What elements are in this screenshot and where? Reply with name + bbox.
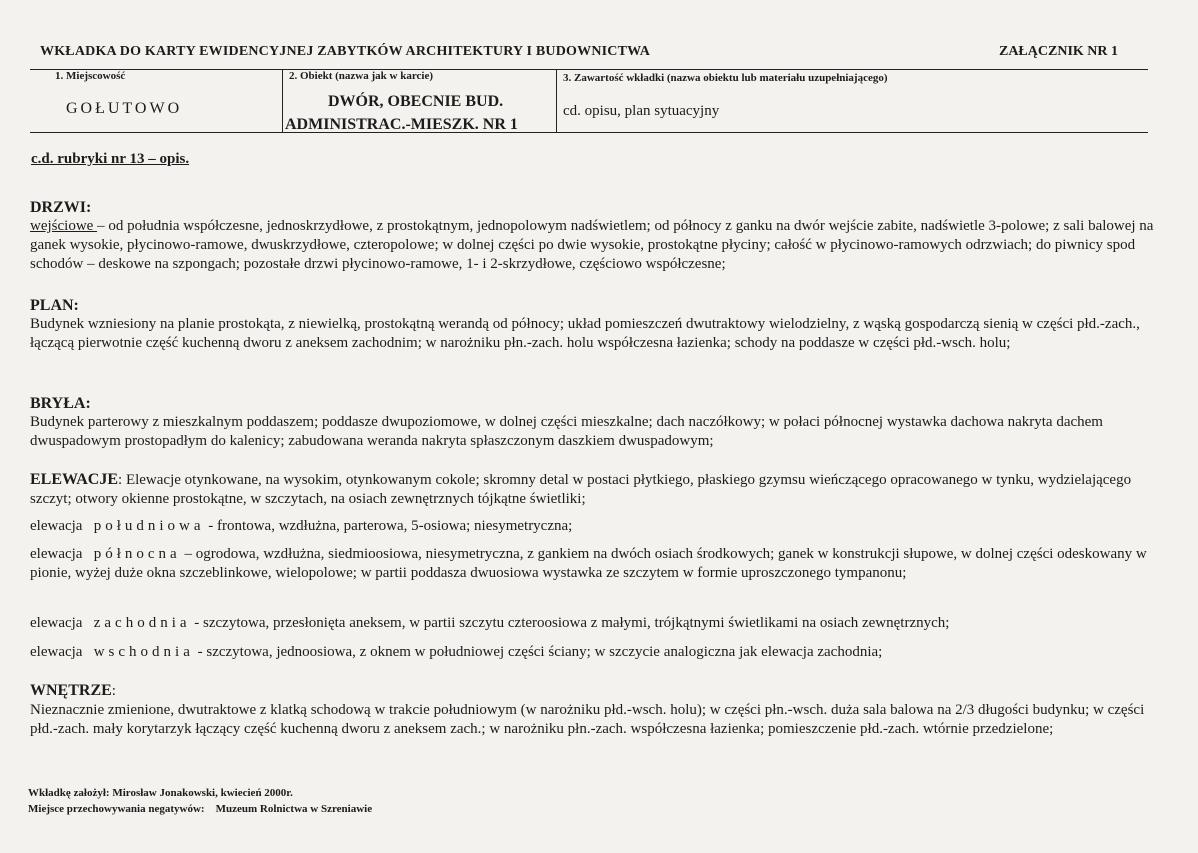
footer-author: Wkładkę założył: Mirosław Jonakowski, kwiecień 2000r. <box>28 787 293 799</box>
elev-west-prefix: elewacja <box>30 615 83 631</box>
elev-south-text: - frontowa, wzdłużna, parterowa, 5-osiowa; niesymetryczna; <box>204 518 573 534</box>
elev-east-prefix: elewacja <box>30 644 83 660</box>
continued-subheading <box>31 150 1171 169</box>
elev-north-prefix: elewacja <box>30 546 83 562</box>
elev-south-prefix: elewacja <box>30 518 83 534</box>
content-label: 3. Zawartość wkładki (nazwa obiektu lub materiału uzupełniającego) <box>563 72 888 84</box>
elevation-north <box>30 545 1170 583</box>
plan-title: PLAN: <box>30 297 79 314</box>
section-wnetrze <box>30 681 1170 739</box>
elevation-east <box>30 643 1170 662</box>
annex-number: ZAŁĄCZNIK NR 1 <box>998 44 1118 59</box>
subheading-text: c.d. rubryki nr 13 – opis. <box>31 151 190 167</box>
table-bottom-rule <box>30 132 1148 133</box>
drzwi-text: – od południa współczesne, jednoskrzydłowe, z prostokątnym, jednopolowym nadświetlem; od północy z ganku na dwór wejście zabite, nadświetle 3-polowe; z sali balowej na ganek wysokie, płycinowo-ramowe, dwuskrzydłowe, czteropolowe; w dolnej części po dwie wysokie, prostokątne płyciny; całość w płycinowo-ramowych odrzwiach; do piwnicy spod schodów – deskowe na szpongach; pozostałe drzwi płycinowo-ramowe, 1- i 2-skrzydłowe, częściowo współczesne; <box>30 218 1154 272</box>
elevation-west <box>30 614 1170 633</box>
wnetrze-title: WNĘTRZE <box>30 682 112 699</box>
section-elewacje <box>30 470 1170 509</box>
elev-east-text: - szczytowa, jednoosiowa, z oknem w południowej części ściany; w szczycie analogiczna jak elewacja zachodnia; <box>193 644 883 660</box>
negatives-value: Muzeum Rolnictwa w Szreniawie <box>215 803 373 815</box>
elev-north-name: północna <box>93 546 181 562</box>
elewacje-text: : Elewacje otynkowane, na wysokim, otynkowanym cokole; skromny detal w postaci płytkiego, płaskiego gzymsu wieńczącego opracowanego w tynku, wydzielającego szczyt; otwory okienne prostokątne, w szczytach, na osiach zewnętrznych tójkątne świetliki; <box>30 472 1132 507</box>
table-divider-1 <box>282 69 283 133</box>
content-value: cd. opisu, plan sytuacyjny <box>563 103 720 119</box>
wnetrze-colon: : <box>111 683 116 699</box>
elevation-south <box>30 517 1170 536</box>
section-bryla <box>30 394 1170 451</box>
drzwi-title: DRZWI: <box>30 199 92 216</box>
table-divider-2 <box>556 69 557 133</box>
elev-west-name: zachodnia <box>93 615 191 631</box>
bryla-title: BRYŁA: <box>30 395 91 412</box>
wnetrze-text: Nieznacznie zmienione, dwutraktowe z klatką schodową w trakcie południowym (w narożniku płd.-wsch. holu); w części płn.-wsch. duża sala balowa na 2/3 długości budynku; w części płd.-zach. mały korytarzyk łączący część kuchenną dworu z aneksem zach.; w narożniku płn.-zach. współczesna łazienka; pomieszczenie płd.-zach. wtórnie przedzielone; <box>30 702 1145 737</box>
section-drzwi <box>30 198 1170 274</box>
sheet-title: WKŁADKA DO KARTY EWIDENCYJNEJ ZABYTKÓW ARCHITEKTURY I BUDOWNICTWA <box>40 44 651 59</box>
plan-text: Budynek wzniesiony na planie prostokąta, z niewielką, prostokątną werandą od północy; układ pomieszczeń dwutraktowy wielodzielny, z wąską gospodarczą sienią w części płd.-zach., łączącą pierwotnie część kuchenną dworu z aneksem zachodnim; w narożniku płn.-zach. holu współczesna łazienka; schody na poddasze w części płd.-wsch. holu; <box>30 316 1140 351</box>
object-value-line1: DWÓR, OBECNIE BUD. <box>328 93 504 110</box>
drzwi-lead: wejściowe <box>30 218 98 234</box>
footer-negatives <box>28 803 372 815</box>
drzwi-paragraph <box>30 217 1170 274</box>
negatives-label: Miejsce przechowywania negatywów: <box>28 803 205 815</box>
elev-west-text: - szczytowa, przesłonięta aneksem, w partii szczytu czteroosiowa z małymi, trójkątnymi świetlikami na osiach zewnętrznych; <box>190 615 950 631</box>
locality-value: GOŁUTOWO <box>66 100 183 117</box>
elev-north-text: – ogrodowa, wzdłużna, siedmioosiowa, niesymetryczna, z gankiem na dwóch osiach środkowych; ganek w konstrukcji słupowe, w dolnej części odeskowany w pionie, wyżej duże okna szczeblinkowe, wielopolowe; w partii poddasza dwuosiowa wystawka ze szczytem w formie uproszczonego tympanonu; <box>30 546 1147 581</box>
elewacje-paragraph <box>30 470 1170 509</box>
elewacje-title: ELEWACJE <box>30 471 119 488</box>
section-plan <box>30 296 1170 353</box>
locality-label: 1. Miejscowość <box>55 70 126 82</box>
object-label: 2. Obiekt (nazwa jak w karcie) <box>289 70 434 82</box>
object-value-line2: ADMINISTRAC.-MIESZK. NR 1 <box>285 116 518 132</box>
table-top-rule <box>30 69 1148 70</box>
elev-south-name: południowa <box>93 518 205 534</box>
bryla-text: Budynek parterowy z mieszkalnym poddaszem; poddasze dwupoziomowe, w dolnej części mieszkalne; dach naczółkowy; w połaci północnej wystawka dachowa nakryta dachem dwuspadowym prostopadłym do kalenicy; zabudowana weranda nakryta spłaszczonym daszkiem dwuspadowym; <box>30 414 1103 449</box>
elev-east-name: wschodnia <box>93 644 194 660</box>
